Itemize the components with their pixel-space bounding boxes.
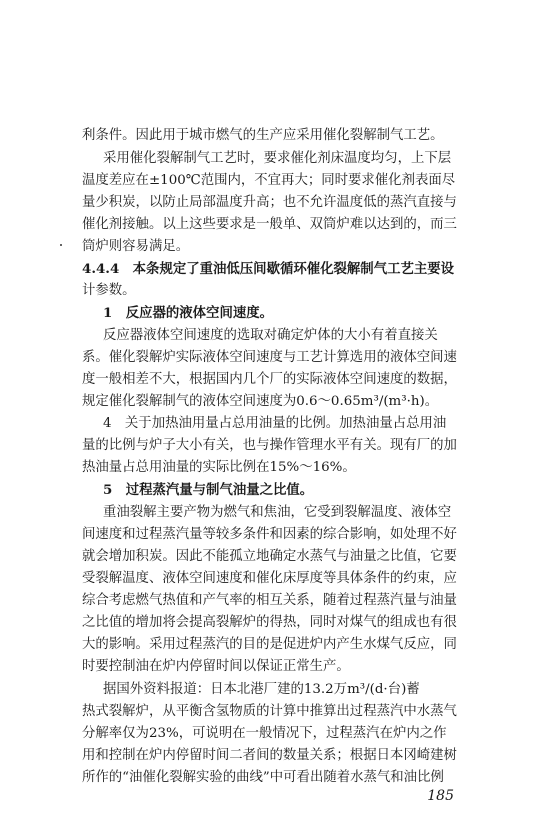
text-line: 时要控制油在炉内停留时间以保证正常生产。 <box>82 659 350 674</box>
text-line: 所作的“油催化裂解实验的曲线”中可看出随着水蒸气和油比例 <box>82 770 444 785</box>
text-line: 量少积炭，以防止局部温度升高；也不允许温度低的蒸汽直接与 <box>82 195 457 210</box>
text-line: 计参数。 <box>82 283 136 298</box>
item-heading: 5 过程蒸汽量与制气油量之比值。 <box>103 482 314 498</box>
text-line: 就会增加积炭。因此不能孤立地确定水蒸气与油量之比值，它要 <box>82 549 457 564</box>
text-line: 反应器液体空间速度的选取对确定炉体的大小有着直接关 <box>103 328 438 343</box>
text-line: 采用催化裂解制气工艺时，要求催化剂床温度均匀，上下层 <box>103 151 452 166</box>
scan-mark <box>60 244 62 246</box>
text-line: 系。催化裂解炉实际液体空间速度与工艺计算选用的液体空间速 <box>82 350 457 365</box>
text-line: 温度差应在±100℃范围内，不宜再大；同时要求催化剂表面尽 <box>82 173 456 188</box>
text-line: 大的影响。采用过程蒸汽的目的是促进炉内产生水煤气反应，同 <box>82 637 457 652</box>
text-line: 分解率仅为23%，可说明在一般情况下，过程蒸汽在炉内之作 <box>82 726 447 741</box>
text-line: 综合考虑燃气热值和产气率的相互关系，随着过程蒸汽量与油量 <box>82 593 457 608</box>
section-heading: 4.4.4 本条规定了重油低压间歇循环催化裂解制气工艺主要设 <box>82 261 455 277</box>
text-line: 度一般相差不大，根据国内几个厂的实际液体空间速度的数据， <box>82 372 457 387</box>
text-line: 利条件。因此用于城市燃气的生产应采用催化裂解制气工艺。 <box>82 128 444 143</box>
text-line: 受裂解温度、液体空间速度和催化床厚度等具体条件的约束，应 <box>82 571 457 586</box>
text-line: 催化剂接触。以上这些要求是一般单、双筒炉难以达到的，而三 <box>82 217 457 232</box>
item-heading: 4 关于加热油用量占总用油量的比例。加热油量占总用油 <box>103 416 447 431</box>
text-line: 热油量占总用油量的实际比例在15%～16%。 <box>82 460 356 475</box>
text-line: 之比值的增加将会提高裂解炉的得热，同时对煤气的组成也有很 <box>82 615 457 630</box>
text-line: 间速度和过程蒸汽量等较多条件和因素的综合影响，如处理不好 <box>82 527 457 542</box>
text-line: 规定催化裂解制气的液体空间速度为0.6～0.65m³/(m³·h)。 <box>82 394 439 409</box>
text-line: 重油裂解主要产物为燃气和焦油，它受到裂解温度、液体空 <box>103 505 452 520</box>
text-line: 用和控制在炉内停留时间二者间的数量关系；根据日本冈崎建树 <box>82 748 457 763</box>
page-number: 185 <box>427 788 454 804</box>
text-line: 量的比例与炉子大小有关，也与操作管理水平有关。现有厂的加 <box>82 438 457 453</box>
text-line: 热式裂解炉，从平衡含氢物质的计算中推算出过程蒸汽中水蒸气 <box>82 704 457 719</box>
item-heading: 1 反应器的液体空间速度。 <box>103 305 274 321</box>
text-line: 筒炉则容易满足。 <box>82 239 190 254</box>
text-line: 据国外资料报道：日本北港厂建的13.2万m³/(d·台)蓄 <box>103 682 420 697</box>
